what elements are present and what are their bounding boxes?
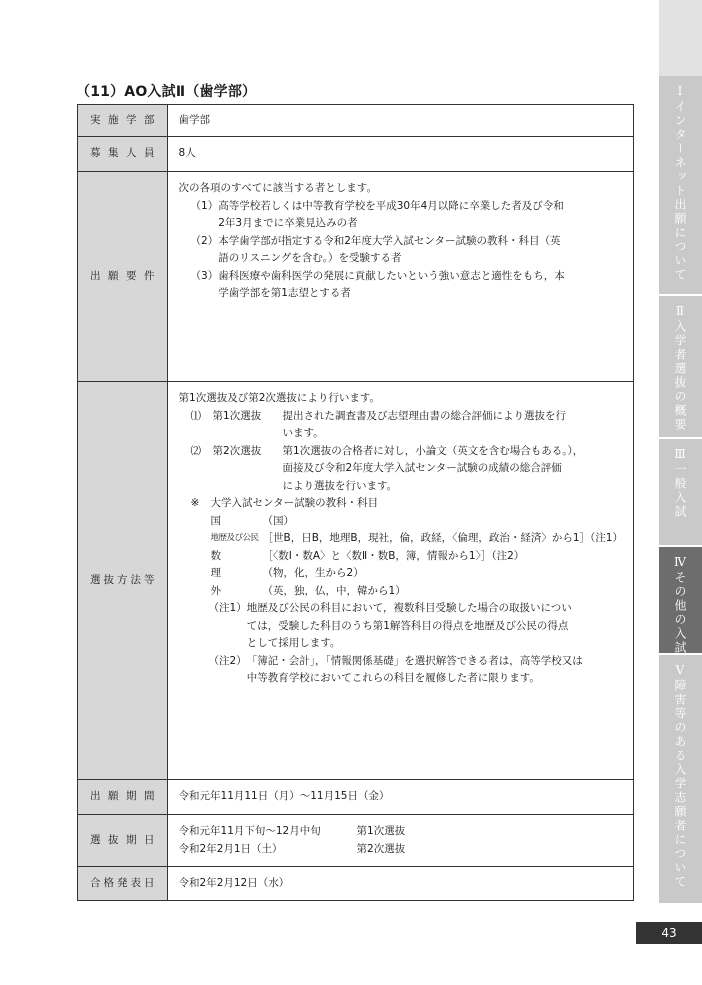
tab-label: Ⅱ入学者選抜の概要 — [673, 304, 687, 432]
selection-stages — [179, 408, 623, 496]
label-chars — [84, 832, 161, 850]
label-schedule — [78, 815, 168, 867]
schedule-stage: 第1次選抜 — [356, 825, 406, 837]
page-number: 43 — [636, 922, 702, 944]
label-char: 等 — [144, 573, 155, 586]
requirement-number: （3） — [190, 269, 219, 282]
subject-value: ［世B，日B，地理B，現社，倫，政経，〈倫理，政治・経済〉から1］（注1） — [262, 532, 623, 544]
label-faculty — [78, 105, 168, 137]
label-char: 間 — [144, 790, 155, 803]
stage-name: 第1次選抜 — [212, 409, 262, 422]
label-char: 方 — [117, 573, 128, 586]
value-period: 令和元年11月11日（月）～11月15日（金） — [167, 780, 633, 815]
subject-value: （英，独，仏，中，韓から1） — [262, 584, 406, 597]
label-char: 出 — [90, 269, 101, 282]
subject-category: 理 — [210, 567, 222, 579]
row-requirements — [78, 172, 634, 382]
stage-text — [283, 408, 623, 443]
side-index — [659, 0, 702, 985]
subjects-heading-text: 大学入試センター試験の教科・科目 — [210, 497, 379, 509]
subject-value: ［〈数Ⅰ・数A〉と〈数Ⅱ・数B，簿，情報から1〉］（注2） — [262, 549, 525, 562]
value-requirements — [167, 172, 633, 382]
label-char: 集 — [108, 147, 119, 160]
label-char: 部 — [144, 113, 155, 126]
label-period — [78, 780, 168, 815]
tab-label: Ⅰインターネット出願について — [673, 84, 687, 282]
stage-number: ⑵ — [190, 444, 202, 457]
value-selection — [167, 382, 633, 780]
footnote-mark: （注1） — [208, 602, 247, 614]
note-mark: ※ — [190, 497, 200, 509]
subject-row — [179, 583, 623, 601]
text-line: 本学歯学部が指定する令和2年度大学入試センター試験の教科・科目（英 — [218, 234, 561, 247]
tab-other-exams[interactable] — [659, 547, 702, 655]
label-capacity — [78, 137, 168, 172]
requirement-number: （2） — [190, 234, 219, 247]
row-period — [78, 780, 634, 815]
text-line: 中等教育学校においてこれらの科目を履修した者に限ります。 — [246, 672, 540, 684]
label-char: 員 — [144, 147, 155, 160]
tab-disabled-applicants[interactable] — [659, 655, 702, 905]
label-announce — [78, 867, 168, 901]
selection-stage — [179, 408, 623, 443]
requirements-intro: 次の各項のすべてに該当する者とします。 — [178, 182, 377, 194]
footnote — [179, 653, 623, 688]
label-chars — [84, 112, 161, 130]
label-char: 日 — [144, 876, 155, 889]
text-line: 2年3月までに卒業見込みの者 — [218, 217, 358, 229]
footnote-text — [247, 653, 623, 688]
subject-row — [179, 565, 623, 583]
text-line: として採用します。 — [246, 637, 341, 649]
stage-text — [283, 443, 623, 496]
label-char: 願 — [108, 790, 119, 803]
label-char: 抜 — [108, 833, 119, 846]
side-index-top — [659, 0, 702, 76]
requirement-item — [179, 233, 623, 268]
admission-table — [77, 104, 634, 901]
subject-category: 地歴及び公民 — [210, 533, 259, 543]
label-char: 期 — [126, 833, 137, 846]
label-chars — [84, 145, 161, 163]
value-announce: 令和2年2月12日（水） — [167, 867, 633, 901]
label-char: 発 — [117, 876, 128, 889]
text-line: 歯科医療や歯科医学の発展に貢献したいという強い意志と適性をもち，本 — [218, 269, 565, 282]
label-chars — [84, 268, 161, 286]
label-char: 選 — [90, 573, 101, 586]
value-capacity: 8人 — [167, 137, 633, 172]
label-char: 抜 — [103, 573, 114, 586]
tab-label: Ⅴ障害等のある入学志願者について — [673, 663, 687, 889]
selection-intro: 第1次選抜及び第2次選抜により行います。 — [178, 392, 381, 404]
label-char: 人 — [126, 147, 137, 160]
schedule-item — [179, 841, 623, 859]
row-capacity — [78, 137, 634, 172]
subjects-list — [179, 513, 623, 601]
text-line: 学歯学部を第1志望とする者 — [218, 287, 351, 299]
label-char: 学 — [126, 113, 137, 126]
text-line: 面接及び令和2年度大学入試センター試験の成績の総合評価 — [282, 462, 562, 474]
text-line: により選抜を行います。 — [282, 479, 398, 492]
row-announce — [78, 867, 634, 901]
label-char: 要 — [126, 269, 137, 282]
subject-category: 外 — [210, 584, 222, 597]
subject-value: （物，化，生から2） — [262, 567, 364, 579]
schedule-stage: 第2次選抜 — [356, 842, 406, 855]
schedule-date: 令和元年11月下旬～12月中旬 — [178, 825, 321, 837]
text-line: います。 — [282, 427, 324, 439]
label-char: 件 — [144, 269, 155, 282]
stage-name: 第2次選抜 — [212, 444, 262, 457]
label-char: 出 — [90, 790, 101, 803]
requirements-list — [179, 198, 623, 303]
text-line: ては，受験した科目のうち第1解答科目の得点を地歴及び公民の得点 — [246, 619, 569, 632]
label-char: 日 — [144, 833, 155, 846]
text-line: 高等学校若しくは中等教育学校を平成30年4月以降に卒業した者及び令和 — [218, 199, 564, 212]
text-line: 地歴及び公民の科目において，複数科目受験した場合の取扱いについ — [246, 602, 572, 614]
text-line: 第1次選抜の合格者に対し，小論文（英文を含む場合もある。）， — [282, 444, 584, 457]
subject-row — [179, 530, 623, 548]
label-chars — [84, 572, 161, 590]
tab-general-exam[interactable] — [659, 439, 702, 547]
footnotes-list — [179, 600, 623, 688]
label-char: 表 — [130, 876, 141, 889]
label-char: 格 — [103, 876, 114, 889]
requirement-item — [179, 268, 623, 303]
label-chars — [84, 788, 161, 806]
label-char: 実 — [90, 113, 101, 126]
schedule-list — [179, 823, 623, 858]
label-requirements — [78, 172, 168, 382]
selection-stage — [179, 443, 623, 496]
label-char: 募 — [90, 147, 101, 160]
subject-row — [179, 513, 623, 531]
schedule-date: 令和2年2月1日（土） — [178, 842, 283, 855]
requirement-text — [218, 268, 623, 303]
footnote — [179, 600, 623, 653]
value-faculty: 歯学部 — [167, 105, 633, 137]
text-line: 語のリスニングを含む。）を受験する者 — [218, 252, 402, 264]
subject-row — [179, 548, 623, 566]
value-schedule — [167, 815, 633, 867]
footnote-text — [247, 600, 623, 653]
label-selection — [78, 382, 168, 780]
tab-internet-application[interactable] — [659, 76, 702, 296]
requirement-item — [179, 198, 623, 233]
schedule-item — [179, 823, 623, 841]
requirement-text — [218, 198, 623, 233]
tab-label: Ⅳその他の入試 — [673, 555, 687, 655]
requirement-number: （1） — [190, 199, 219, 212]
label-char: 施 — [108, 113, 119, 126]
label-chars — [84, 875, 161, 893]
row-faculty — [78, 105, 634, 137]
tab-label: Ⅲ一般入試 — [673, 447, 687, 519]
stage-number: ⑴ — [190, 409, 202, 422]
subjects-heading — [179, 495, 623, 513]
requirement-text — [218, 233, 623, 268]
tab-selection-overview[interactable] — [659, 296, 702, 439]
label-char: 期 — [126, 790, 137, 803]
row-schedule — [78, 815, 634, 867]
label-char: 合 — [90, 876, 101, 889]
subject-category: 国 — [210, 514, 222, 527]
label-char: 選 — [90, 833, 101, 846]
label-char: 願 — [108, 269, 119, 282]
subject-value: （国） — [262, 514, 295, 527]
subject-category: 数 — [210, 549, 222, 562]
text-line: 「簿記・会計」，「情報関係基礎」を選択解答できる者は，高等学校又は — [246, 654, 583, 667]
text-line: 提出された調査書及び志望理由書の総合評価により選抜を行 — [282, 409, 567, 422]
footnote-mark: （注2） — [208, 654, 247, 667]
label-char: 法 — [130, 573, 141, 586]
section-title: （11）AO入試Ⅱ（歯学部） — [76, 84, 257, 100]
row-selection — [78, 382, 634, 780]
